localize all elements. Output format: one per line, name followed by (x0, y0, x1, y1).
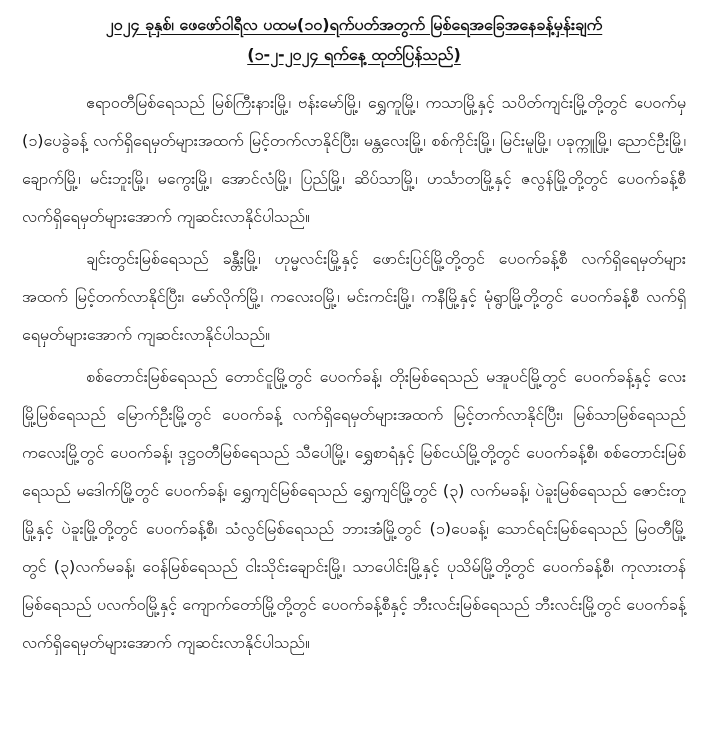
paragraph-irrawaddy: ဧရာဝတီမြစ်ရေသည် မြစ်ကြီးနားမြို့၊ ဗန်းမော်မြို့၊ ရွှေကူမြို့၊ ကသာမြို့နှင့် သပိတ်ကျင်းမြို့တို့တွင် ပေဝက်မှ (၁)ပေခွဲခန့် လက်ရှိရေမှတ်များအထက် မြင့်တက်လာနိုင်ပြီး၊ မန္တလေးမြို့၊ စစ်ကိုင်းမြို့၊ မြင်းမူမြို့၊ ပခုက္ကူမြို့၊ ညောင်ဦးမြို့၊ ချောက်မြို့၊ မင်းဘူးမြို့၊ မကွေးမြို့၊ အောင်လံမြို့၊ ပြည်မြို့၊ ဆိပ်သာမြို့၊ ဟင်္သာတမြို့နှင့် ဇလွန်မြို့တို့တွင် ပေဝက်ခန့်စီ လက်ရှိရေမှတ်များအောက် ကျဆင်းလာနိုင်ပါသည်။ (22, 93, 686, 226)
paragraph-chindwin: ချင်းတွင်းမြစ်ရေသည် ခန္တီးမြို့၊ ဟုမ္မလင်းမြို့နှင့် ဖောင်းပြင်မြို့တို့တွင် ပေဝက်ခန့်စီ လက်ရှိရေမှတ်များအထက် မြင့်တက်လာနိုင်ပြီး၊ မော်လိုက်မြို့၊ ကလေးဝမြို့၊ မင်းကင်းမြို့၊ ကနီမြို့နှင့် မုံရွာမြို့တို့တွင် ပေဝက်ခန့်စီ လက်ရှိရေမှတ်များအောက် ကျဆင်းလာနိုင်ပါသည်။ (22, 249, 686, 344)
document-title: ၂၀၂၄ ခုနှစ်၊ ဖေဖော်ဝါရီလ ပထမ(၁၀)ရက်ပတ်အတွက် မြစ်ရေအခြေအနေခန့်မှန်းချက် (105, 15, 603, 34)
paragraph-other-rivers: စစ်တောင်းမြစ်ရေသည် တောင်ငူမြို့တွင် ပေဝက်ခန့်၊ တိုးမြစ်ရေသည် မအူပင်မြို့တွင် ပေဝက်ခန့်နှင့် လေးမြို့မြစ်ရေသည် မြောက်ဦးမြို့တွင် ပေဝက်ခန့် လက်ရှိရေမှတ်များအထက် မြင့်တက်လာနိုင်ပြီး၊ မြစ်သာမြစ်ရေသည် ကလေးမြို့တွင် ပေဝက်ခန့်၊ ဒုဋ္ဌဝတီမြစ်ရေသည် သီပေါမြို့၊ ရွှေစာရံနှင့် မြစ်ငယ်မြို့တို့တွင် ပေဝက်ခန့်စီ၊ စစ်တောင်းမြစ်ရေသည် မဒေါက်မြို့တွင် ပေဝက်ခန့်၊ ရွှေကျင်မြစ်ရေသည် ရွှေကျင်မြို့တွင် (၃) လက်မခန့်၊ ပဲခူးမြစ်ရေသည် ဇောင်းတူမြို့နှင့် ပဲခူးမြို့တို့တွင် ပေဝက်ခန့်စီ၊ သံလွင်မြစ်ရေသည် ဘားအံမြို့တွင် (၁)ပေခန့်၊ သောင်ရင်းမြစ်ရေသည် မြဝတီမြို့တွင် (၃)လက်မခန့်၊ ဝေန်မြစ်ရေသည် ငါးသိုင်းချောင်းမြို့၊ သာပေါင်းမြို့နှင့် ပုသိမ်မြို့တို့တွင် ပေဝက်ခန့်စီ၊ ကုလားတန်မြစ်ရေသည် ပလက်ဝမြို့နှင့် ကျောက်တော်မြို့တို့တွင် ပေဝက်ခန့်စီနှင့် ဘီးလင်းမြစ်ရေသည် ဘီးလင်းမြို့တွင် ပေဝက်ခန့် လက်ရှိရေမှတ်များအောက် ကျဆင်းလာနိုင်ပါသည်။ (22, 367, 686, 652)
document-issue-date: (၁-၂-၂၀၂၄ ရက်နေ့ ထုတ်ပြန်သည်) (247, 45, 461, 64)
